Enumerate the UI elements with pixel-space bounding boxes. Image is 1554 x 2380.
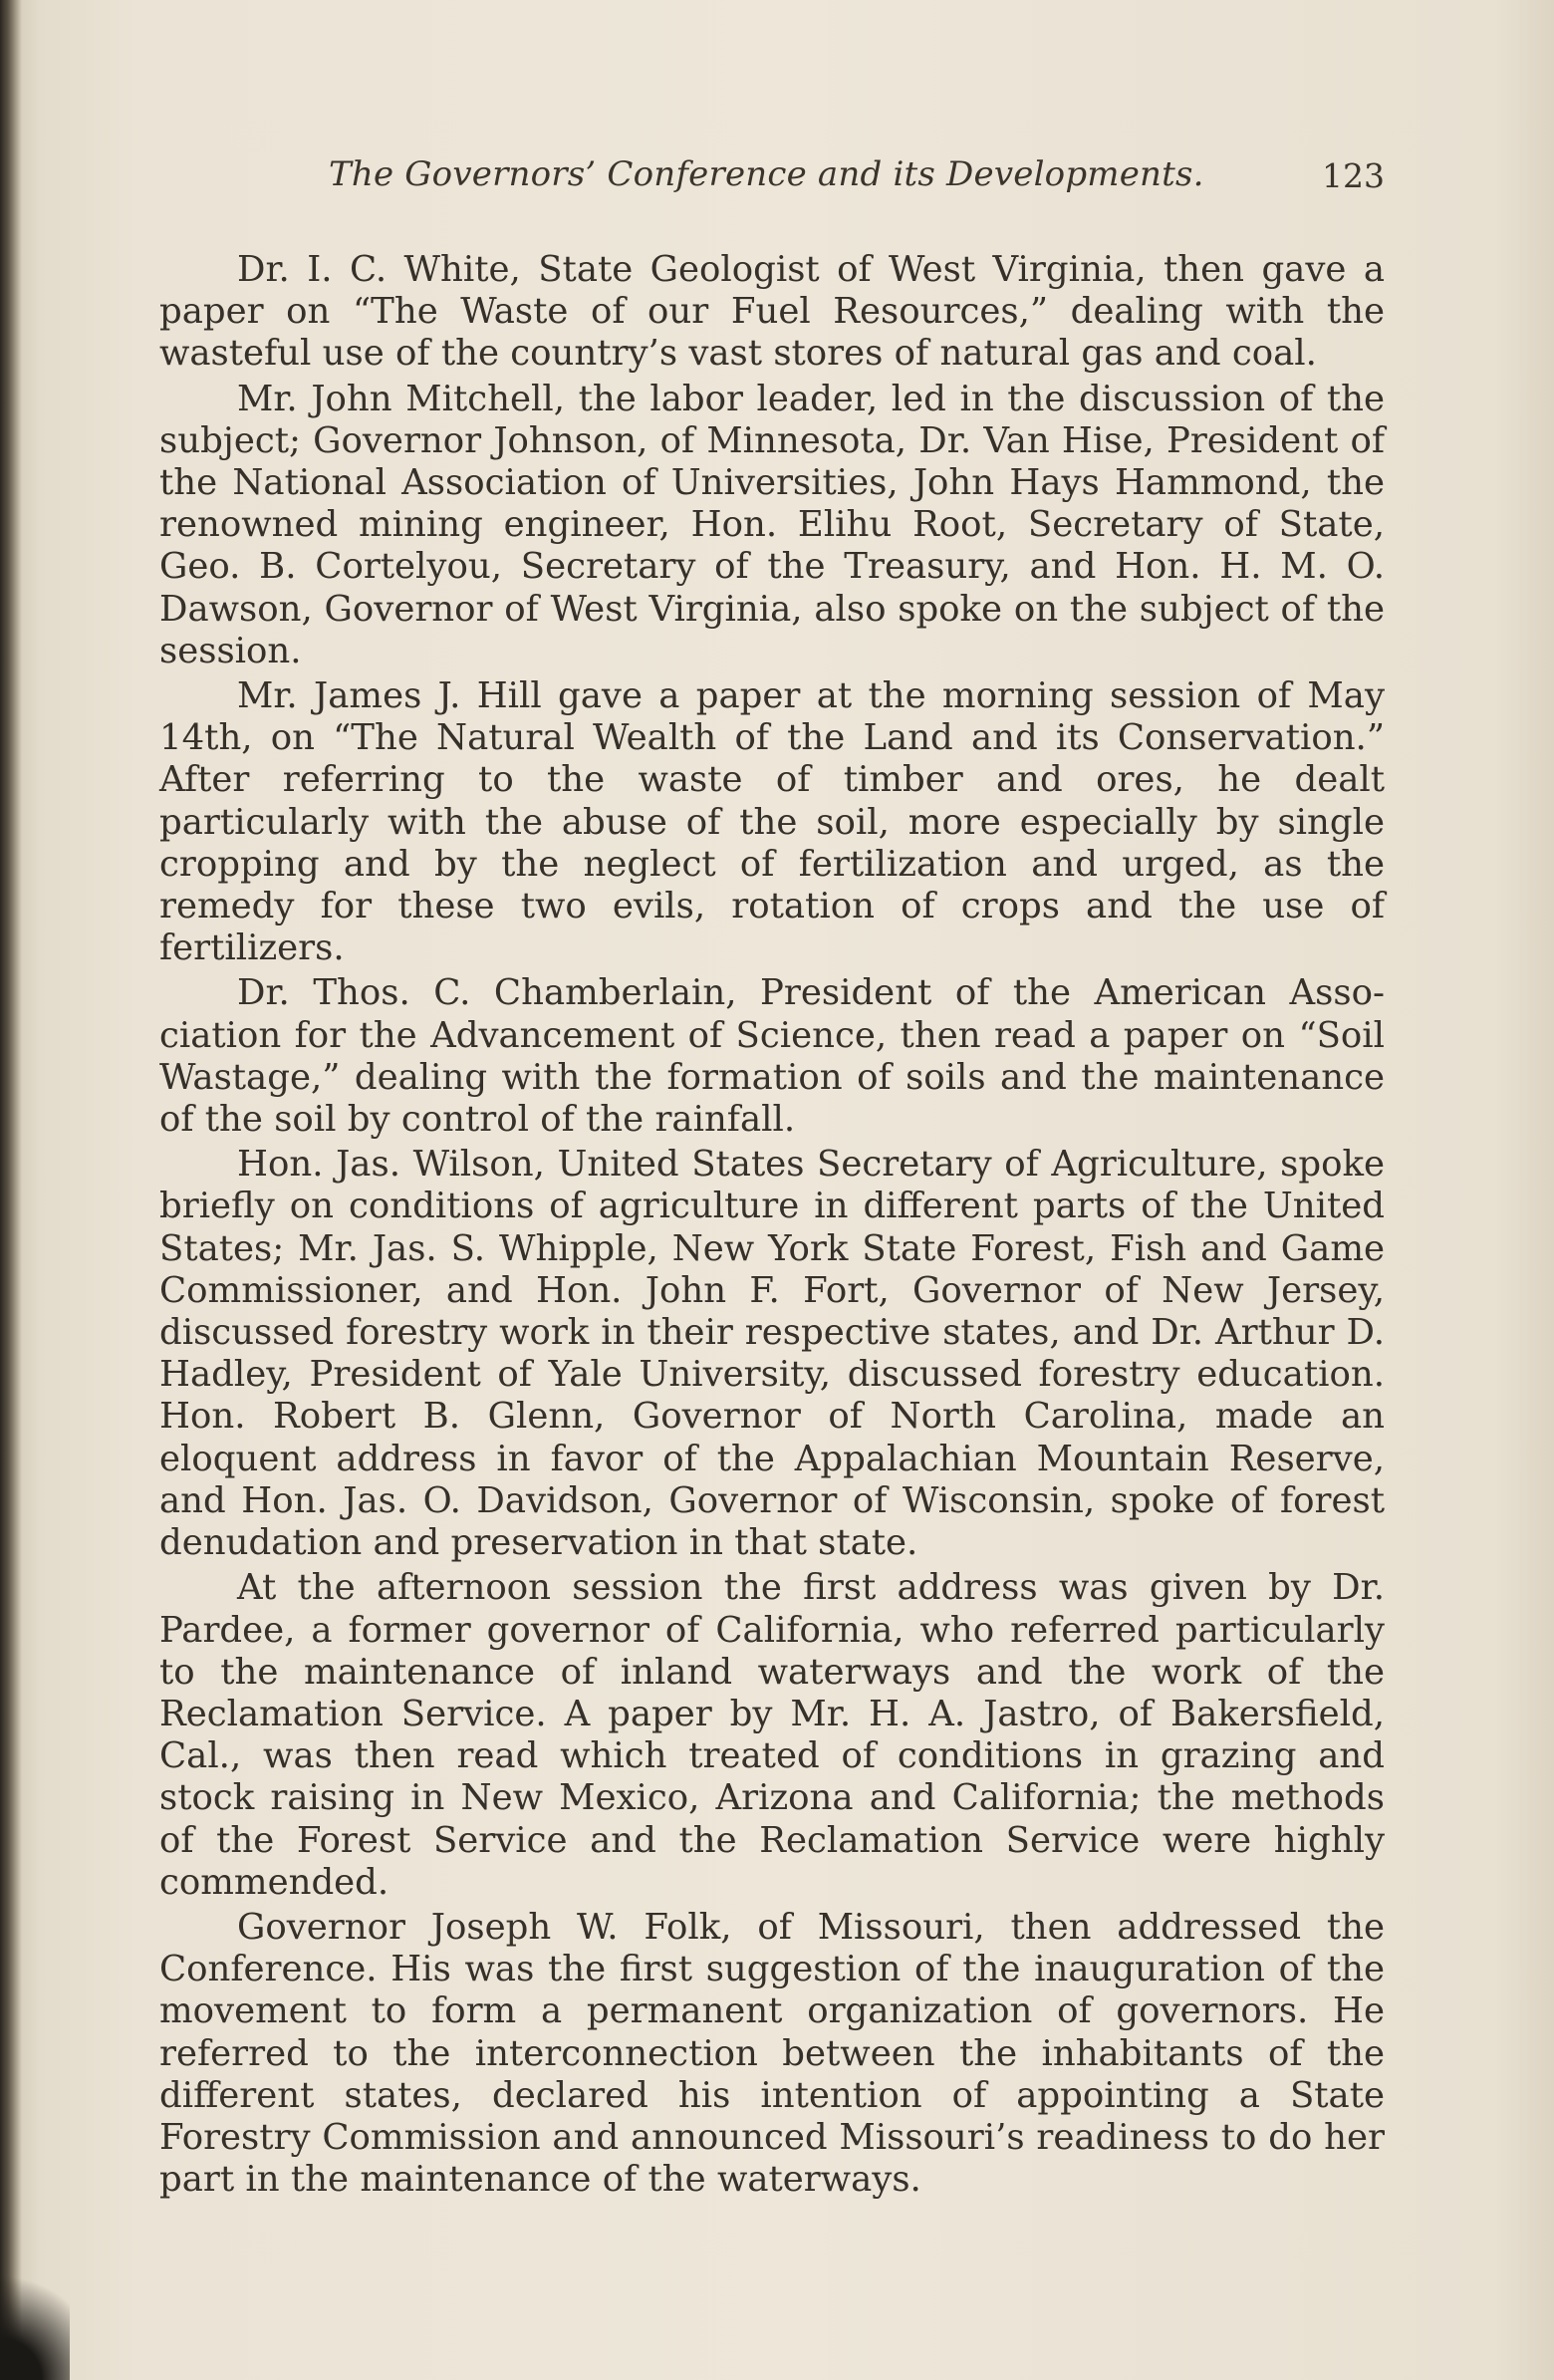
paragraph-white: Dr. I. C. White, State Geologist of West Virginia, then gave a paper on “The Waste of our Fuel Resources,” dealing with the wasteful use of the country’s vast stores of natural gas and coal.: [159, 249, 1385, 375]
running-title: The Governors’ Conference and its Developments.: [329, 154, 1204, 194]
body-text: [159, 249, 1385, 2204]
page-binding-edge: [0, 0, 22, 2380]
paragraph-wilson: Hon. Jas. Wilson, United States Secretary of Agriculture, spoke briefly on conditions of agriculture in different parts of the United States; Mr. Jas. S. Whipple, New York State Forest, Fish and Game Commissioner, and Hon. John F. Fort, Governor of New Jersey, discussed forestry work in their respective states, and Dr. Arthur D. Hadley, President of Yale University, discussed forestry education. Hon. Robert B. Glenn, Governor of North Carolina, made an eloquent address in favor of the Appalachian Mountain Reserve, and Hon. Jas. O. Davidson, Governor of Wisconsin, spoke of forest denudation and preservation in that state.: [159, 1144, 1385, 1564]
paragraph-chamberlain: Dr. Thos. C. Chamberlain, President of the American Association for the Advancement of Science, then read a paper on “Soil Wastage,” dealing with the formation of soils and the maintenance of the soil by control of the rainfall.: [159, 972, 1385, 1141]
corner-shadow: [0, 2260, 70, 2380]
paragraph-hill: Mr. James J. Hill gave a paper at the morning session of May 14th, on “The Natural Wealth of the Land and its Conservation.” After referring to the waste of timber and ores, he dealt particularly with the abuse of the soil, more especially by single cropping and by the neglect of fertilization and urged, as the remedy for these two evils, rotation of crops and the use of fertilizers.: [159, 675, 1385, 969]
paragraph-mitchell: Mr. John Mitchell, the labor leader, led in the discussion of the subject; Governor Johnson, of Minnesota, Dr. Van Hise, President of the National Association of Universities, John Hays Hammond, the renowned mining engineer, Hon. Elihu Root, Secretary of State, Geo. B. Cortelyou, Secretary of the Treasury, and Hon. H. M. O. Dawson, Governor of West Virginia, also spoke on the subject of the session.: [159, 378, 1385, 671]
paragraph-afternoon-session: At the afternoon session the first address was given by Dr. Pardee, a former governor of California, who referred particularly to the maintenance of inland waterways and the work of the Reclamation Service. A paper by Mr. H. A. Jastro, of Bakersfield, Cal., was then read which treated of conditions in grazing and stock raising in New Mexico, Arizona and California; the methods of the Forest Service and the Reclamation Service were highly commended.: [159, 1567, 1385, 1903]
paragraph-folk: Governor Joseph W. Folk, of Missouri, then addressed the Conference. His was the first suggestion of the inauguration of the movement to form a permanent organization of governors. He referred to the interconnection between the inhabitants of the different states, declared his intention of appointing a State Forestry Commission and announced Missouri’s readiness to do her part in the maintenance of the waterways.: [159, 1906, 1385, 2201]
page-number: 123: [1322, 156, 1385, 195]
running-head: [329, 154, 1385, 204]
